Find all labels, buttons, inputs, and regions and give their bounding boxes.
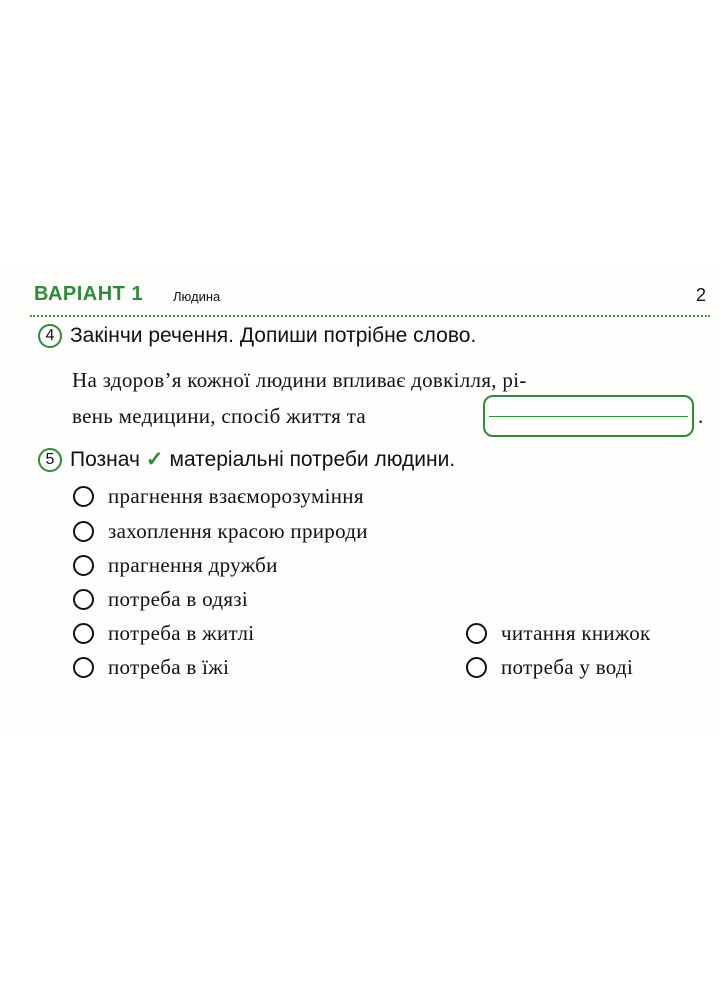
worksheet <box>0 268 720 730</box>
variant-title: ВАРІАНТ 1 <box>34 283 144 305</box>
option-label: потреба в їжі <box>108 655 230 679</box>
task-5-instruction-end: матеріальні потреби людини. <box>169 447 456 471</box>
radio-circle-icon[interactable] <box>466 657 487 678</box>
option-8[interactable] <box>466 655 633 680</box>
task-4-instruction: Закінчи речення. Допиши потрібне слово. <box>70 324 477 347</box>
task-5-heading <box>38 447 455 472</box>
task-5-number: 5 <box>38 448 62 472</box>
option-4[interactable] <box>73 587 248 612</box>
answer-writing-line <box>489 416 688 417</box>
option-7[interactable] <box>466 621 651 646</box>
option-label: потреба у воді <box>501 655 634 679</box>
task-5-instruction-start: Познач <box>70 447 140 471</box>
option-6[interactable] <box>73 655 229 680</box>
option-label: потреба в одязі <box>108 587 249 611</box>
radio-circle-icon[interactable] <box>73 521 94 542</box>
topic-label: Людина <box>173 289 221 304</box>
page-header <box>0 268 720 320</box>
option-label: потреба в житлі <box>108 621 255 645</box>
task-4-text-line-2: вень медицини, спосіб життя та <box>72 404 367 428</box>
radio-circle-icon[interactable] <box>73 555 94 576</box>
task-4-number: 4 <box>38 324 62 348</box>
option-label: прагнення взаєморозуміння <box>108 484 364 508</box>
radio-circle-icon[interactable] <box>466 623 487 644</box>
radio-circle-icon[interactable] <box>73 486 94 507</box>
task-4-heading <box>38 324 476 348</box>
option-label: захоплення красою природи <box>108 519 368 543</box>
checkmark-icon: ✓ <box>145 448 164 471</box>
answer-input-box[interactable] <box>483 395 694 437</box>
option-label: прагнення дружби <box>108 553 278 577</box>
option-3[interactable] <box>73 553 278 578</box>
task-4-text-line-1: На здоров’я кожної людини впливає довкілля, рі- <box>72 368 527 392</box>
option-1[interactable] <box>73 484 364 509</box>
option-5[interactable] <box>73 621 254 646</box>
radio-circle-icon[interactable] <box>73 589 94 610</box>
option-2[interactable] <box>73 519 368 544</box>
radio-circle-icon[interactable] <box>73 623 94 644</box>
radio-circle-icon[interactable] <box>73 657 94 678</box>
option-label: читання книжок <box>501 621 651 645</box>
page-number: 2 <box>695 285 706 305</box>
sentence-end: . <box>698 404 704 428</box>
header-divider <box>30 315 710 317</box>
